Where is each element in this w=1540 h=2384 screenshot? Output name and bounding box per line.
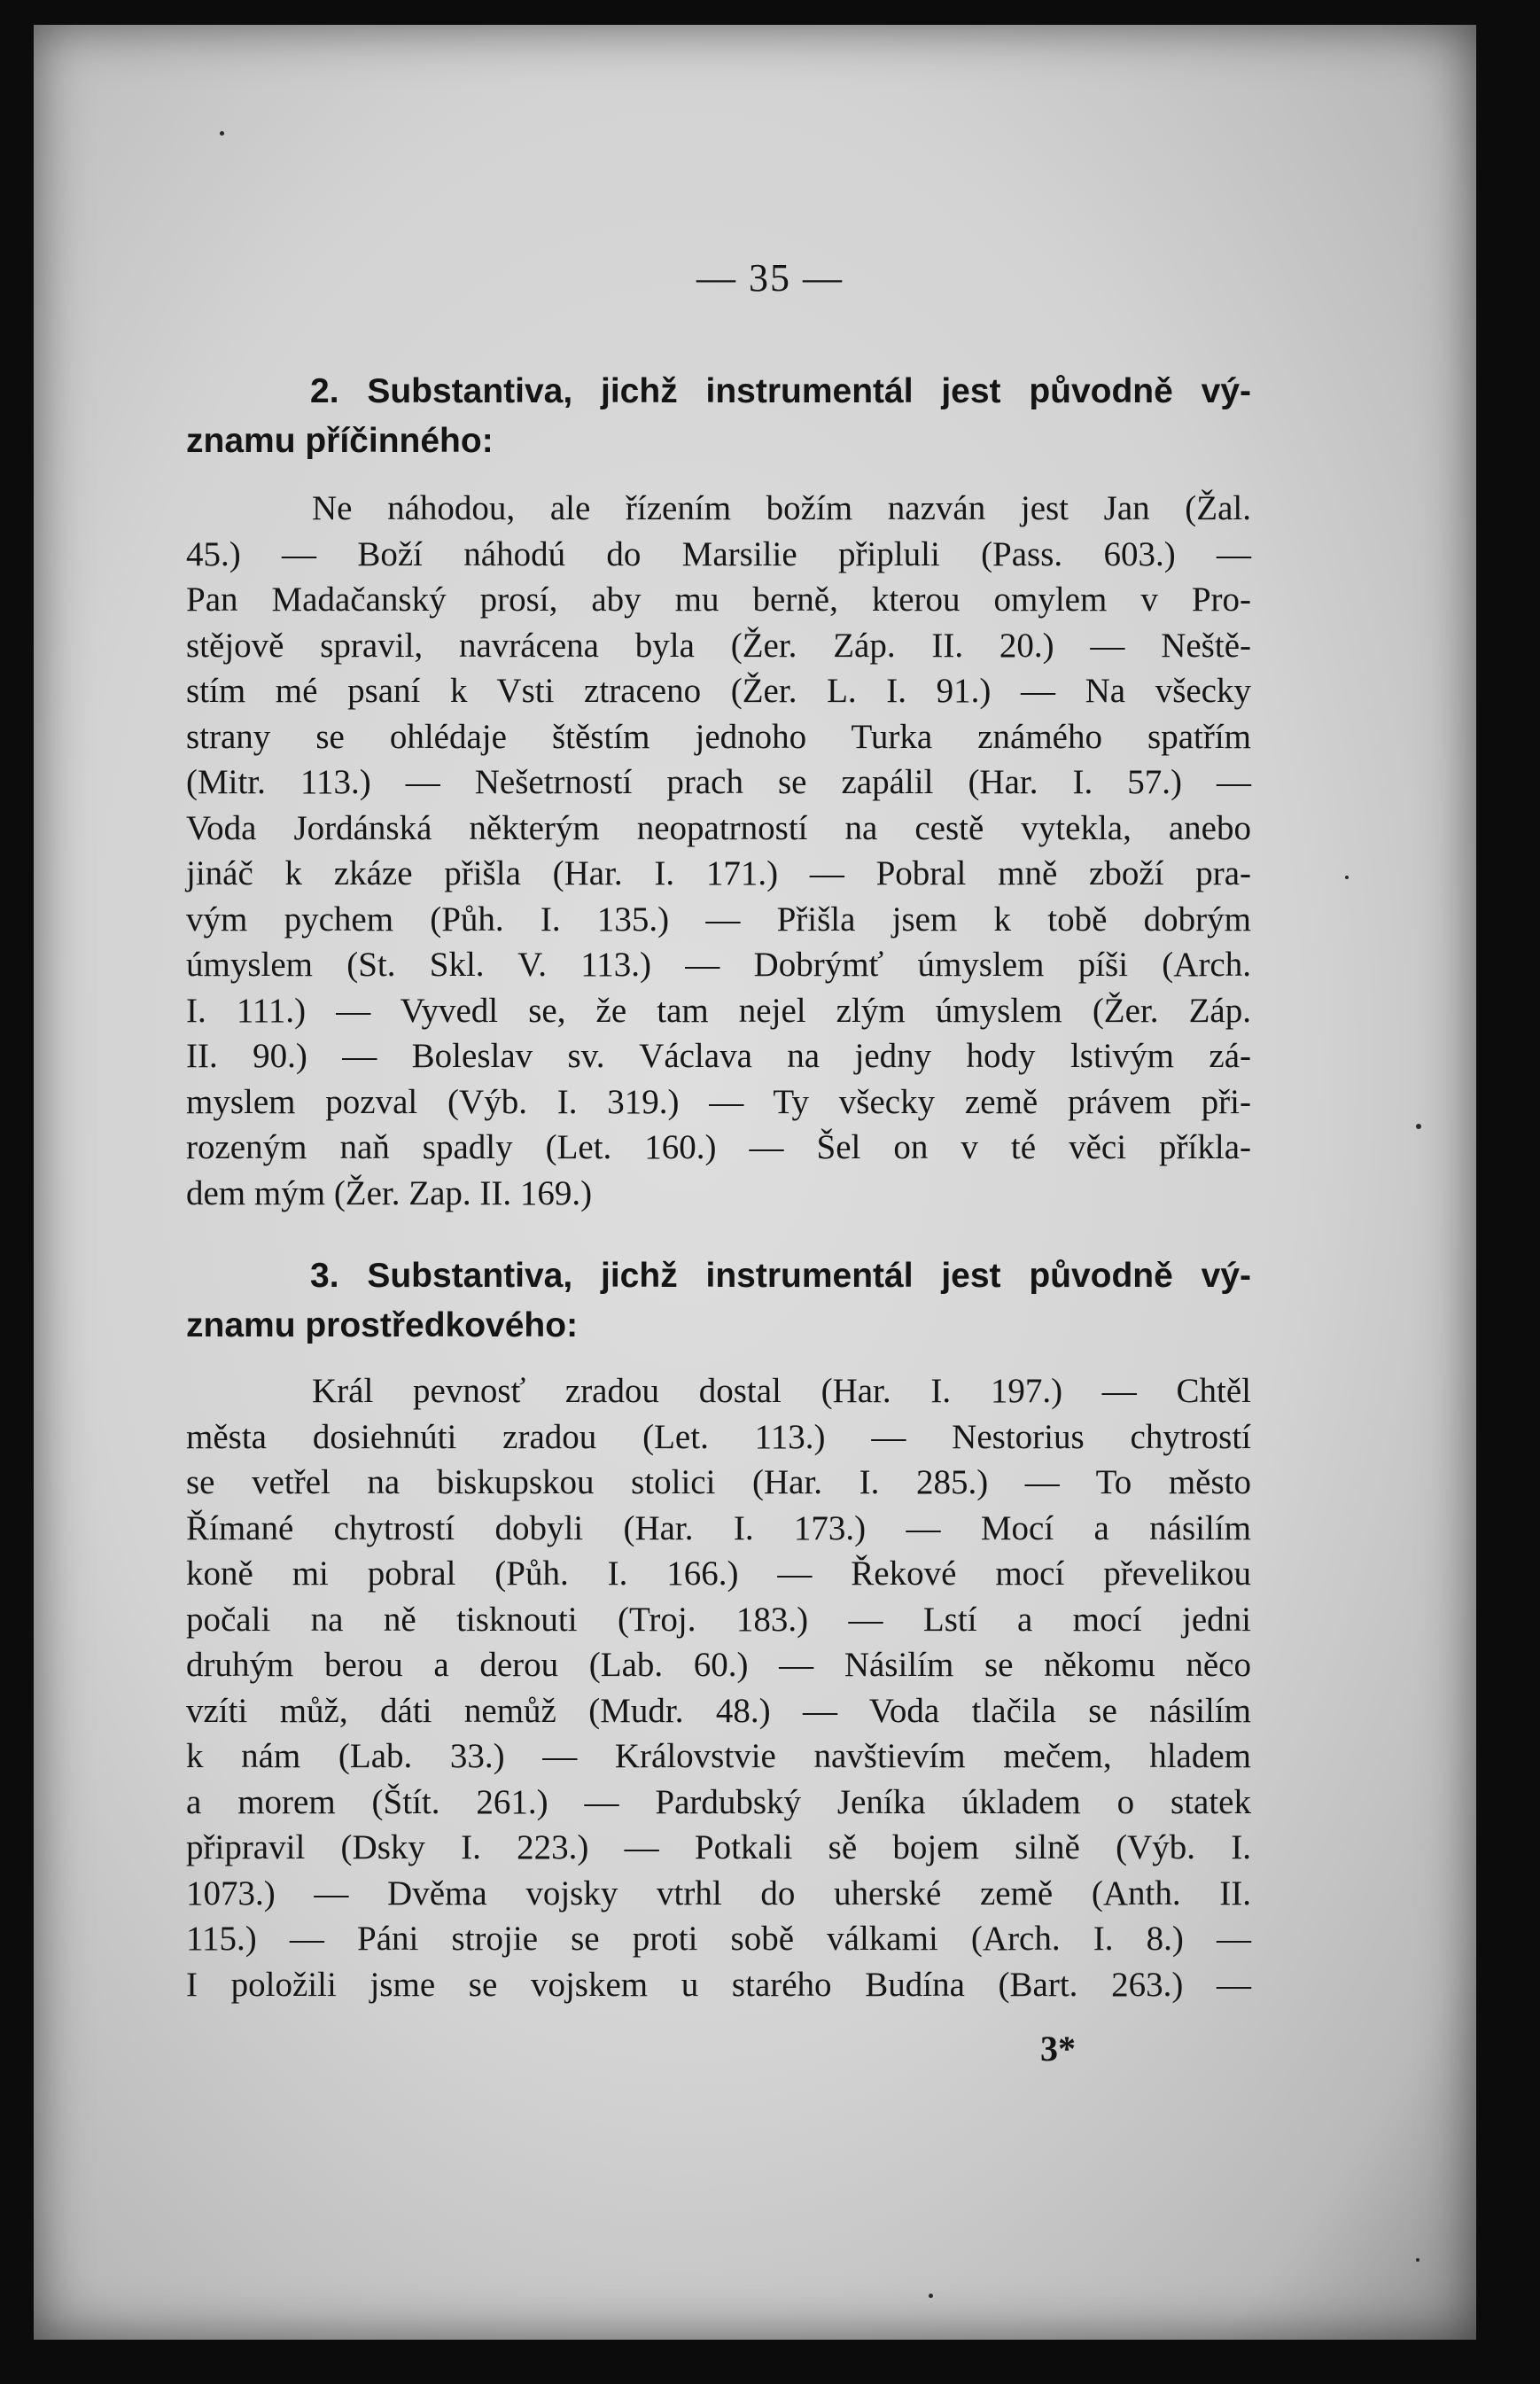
section-2-body [186,486,1251,1216]
paper-speck [220,131,224,136]
page-number: — 35 — [696,256,844,300]
heading-line: znamu příčinného: [186,422,494,460]
text-line: jináč k zkáze přišla (Har. I. 171.) — Pobral mně zboží pra- [186,854,1251,892]
text-line: koně mi pobral (Půh. I. 166.) — Řekové mocí převelikou [186,1554,1251,1593]
text-line: připravil (Dsky I. 223.) — Potkali sě bojem silně (Výb. I. [186,1828,1251,1866]
text-line: stím mé psaní k Vsti ztraceno (Žer. L. I. 91.) — Na všecky [186,672,1251,710]
text-line: města dosiehnúti zradou (Let. 113.) — Nestorius chytrostí [186,1417,1251,1456]
text-line: druhým berou a derou (Lab. 60.) — Násilím se někomu něco [186,1646,1251,1684]
text-line: k nám (Lab. 33.) — Královstvie navštievím mečem, hladem [186,1737,1251,1775]
text-line: rozeným naň spadly (Let. 160.) — Šel on v té věci příkla- [186,1128,1251,1166]
text-line: úmyslem (St. Skl. V. 113.) — Dobrýmť úmyslem píši (Arch. [186,946,1251,984]
text-line: stějově spravil, navrácena byla (Žer. Záp. II. 20.) — Neště- [186,626,1251,665]
section-3-body [186,1368,1251,2007]
paper-speck [1416,1124,1421,1129]
text-line: vým pychem (Půh. I. 135.) — Přišla jsem k tobě dobrým [186,900,1251,939]
text-line: 1073.) — Dvěma vojsky vtrhl do uherské země (Anth. II. [186,1874,1251,1913]
text-line: I položili jsme se vojskem u starého Budína (Bart. 263.) — [186,1965,1251,2004]
paper-speck [1345,876,1349,879]
text-line: Římané chytrostí dobyli (Har. I. 173.) — Mocí a násilím [186,1508,1251,1547]
text-line: Král pevnosť zradou dostal (Har. I. 197.) — Chtěl [312,1372,1251,1410]
text-line: Pan Madačanský prosí, aby mu berně, kterou omylem v Pro- [186,580,1251,619]
text-line: myslem pozval (Výb. I. 319.) — Ty všecky země právem při- [186,1082,1251,1121]
text-line: 115.) — Páni strojie se proti sobě válkami (Arch. I. 8.) — [186,1920,1251,1958]
paper-speck [1416,2258,1419,2262]
heading-line: znamu prostředkového: [186,1306,579,1344]
text-line: I. 111.) — Vyvedl se, že tam nejel zlým úmyslem (Žer. Záp. [186,991,1251,1030]
section-2-heading [186,367,1251,466]
heading-line: 2. Substantiva, jichž instrumentál jest původně vý- [310,372,1251,410]
heading-line: 3. Substantiva, jichž instrumentál jest původně vý- [310,1257,1251,1295]
text-line: vzíti můž, dáti nemůž (Mudr. 48.) — Voda tlačila se násilím [186,1691,1251,1730]
text-line: strany se ohlédaje štěstím jednoho Turka známého spatřím [186,717,1251,756]
section-3-heading [186,1251,1251,1351]
text-line: se vetřel na biskupskou stolici (Har. I. 285.) — To město [186,1463,1251,1501]
text-line: (Mitr. 113.) — Nešetrností prach se zapálil (Har. I. 57.) — [186,763,1251,801]
text-line: a morem (Štít. 261.) — Pardubský Jeníka úkladem o statek [186,1782,1251,1821]
paper-speck [929,2294,933,2298]
text-line: 45.) — Boží náhodú do Marsilie připluli (Pass. 603.) — [186,534,1251,573]
text-line: Ne náhodou, ale řízením božím nazván jest Jan (Žal. [312,489,1251,527]
signature-mark: 3* [1040,2029,1076,2068]
text-line: počali na ně tisknouti (Troj. 183.) — Lstí a mocí jedni [186,1600,1251,1639]
text-line: II. 90.) — Boleslav sv. Václava na jedny hody lstivým zá- [186,1037,1251,1075]
text-line: dem mým (Žer. Zap. II. 169.) [186,1173,593,1212]
text-line: Voda Jordánská některým neopatrností na cestě vytekla, anebo [186,808,1251,847]
